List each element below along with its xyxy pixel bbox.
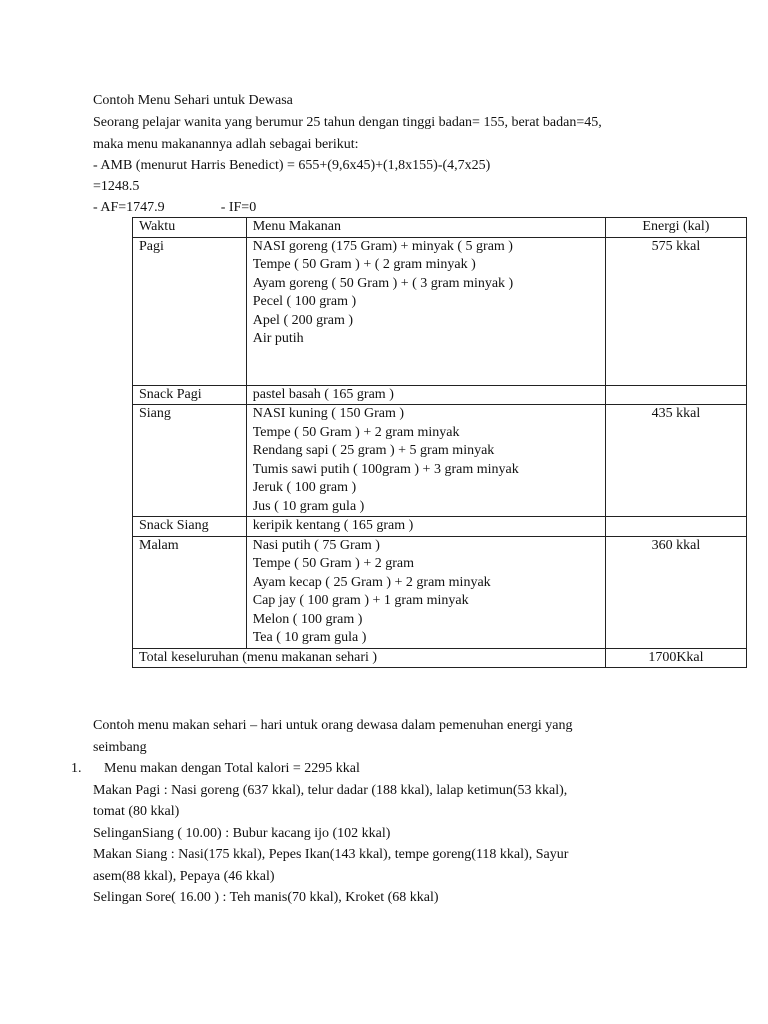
af-if-line [93,199,256,217]
list-item-number: 1. [71,761,82,776]
intro-line-2: maka menu makanannya adlah sebagai berikut: [93,137,359,152]
menu-item: Ayam kecap ( 25 Gram ) + 2 gram minyak [252,574,491,590]
waktu-cell: Malam [133,536,247,648]
total-label: Total keseluruhan (menu makanan sehari ) [133,648,606,668]
header-menu-makanan: Menu Makanan [246,218,605,238]
menu-item: Ayam goreng ( 50 Gram ) + ( 3 gram minyak ) [252,275,514,291]
waktu-cell: Snack Pagi [133,385,247,405]
table-row-snack-pagi [133,385,747,405]
makan-siang-line-1: Makan Siang : Nasi(175 kkal), Pepes Ikan(143 kkal), tempe goreng(118 kkal), Sayur [93,847,569,862]
energi-cell [605,385,746,405]
intro-line-1: Seorang pelajar wanita yang berumur 25 tahun dengan tinggi badan= 155, berat badan=45, [93,115,602,130]
selingan-sore-line: Selingan Sore( 16.00 ) : Teh manis(70 kkal), Kroket (68 kkal) [93,890,439,905]
menu-item: Melon ( 100 gram ) [252,611,363,627]
menu-item: Jeruk ( 100 gram ) [252,480,357,495]
makan-pagi-line-2: tomat (80 kkal) [93,804,180,819]
menu-item: Tumis sawi putih ( 100gram ) + 3 gram minyak [252,461,519,477]
if-value: - IF=0 [220,200,257,215]
amb-result: =1248.5 [93,179,140,194]
menu-table [132,217,747,668]
menu-item: NASI goreng (175 Gram) + minyak ( 5 gram ) [252,238,513,254]
table-total-row [133,648,747,668]
waktu-cell: Siang [133,405,247,517]
menu-item: Air putih [252,331,304,346]
selingan-siang-line: SelinganSiang ( 10.00) : Bubur kacang ijo (102 kkal) [93,826,391,841]
menu-cell [246,517,605,537]
menu-item: Tempe ( 50 Gram ) + ( 2 gram minyak ) [252,257,476,272]
menu-item: Cap jay ( 100 gram ) + 1 gram minyak [252,593,469,608]
document-title: Contoh Menu Sehari untuk Dewasa [93,93,293,108]
af-value: - AF=1747.9 [93,200,165,215]
table-row-siang [133,405,747,517]
menu-item: Tempe ( 50 Gram ) + 2 gram [252,556,414,571]
header-waktu: Waktu [133,218,247,238]
table-row-pagi [133,237,747,385]
total-value: 1700Kkal [605,648,746,668]
header-energi: Energi (kal) [605,218,746,238]
makan-pagi-line-1: Makan Pagi : Nasi goreng (637 kkal), telur dadar (188 kkal), lalap ketimun(53 kkal), [93,783,568,798]
section2-paragraph-line-2: seimbang [93,740,147,755]
menu-cell [246,385,605,405]
table-row-snack-siang [133,517,747,537]
menu-item: pastel basah ( 165 gram ) [252,386,394,402]
menu-item: Pecel ( 100 gram ) [252,294,357,309]
menu-cell [246,405,605,517]
menu-cell [246,237,605,385]
amb-formula: - AMB (menurut Harris Benedict) = 655+(9,6x45)+(1,8x155)-(4,7x25) [93,158,491,173]
menu-item: NASI kuning ( 150 Gram ) [252,406,404,421]
menu-item: Rendang sapi ( 25 gram ) + 5 gram minyak [252,443,495,458]
menu-item: Tempe ( 50 Gram ) + 2 gram minyak [252,424,460,440]
energi-cell: 575 kkal [605,237,746,385]
menu-item: Tea ( 10 gram gula ) [252,630,367,645]
energi-cell: 360 kkal [605,536,746,648]
energi-cell: 435 kkal [605,405,746,517]
list-item-title: Menu makan dengan Total kalori = 2295 kkal [104,761,360,776]
table-row-malam [133,536,747,648]
menu-item: keripik kentang ( 165 gram ) [252,518,414,533]
energi-cell [605,517,746,537]
menu-item: Jus ( 10 gram gula ) [252,498,365,514]
waktu-cell: Pagi [133,237,247,385]
makan-siang-line-2: asem(88 kkal), Pepaya (46 kkal) [93,869,275,884]
waktu-cell: Snack Siang [133,517,247,537]
table-header-row [133,218,747,238]
menu-item: Nasi putih ( 75 Gram ) [252,537,380,553]
menu-item: Apel ( 200 gram ) [252,312,354,328]
section2-paragraph-line-1: Contoh menu makan sehari – hari untuk orang dewasa dalam pemenuhan energi yang [93,718,573,733]
menu-cell [246,536,605,648]
